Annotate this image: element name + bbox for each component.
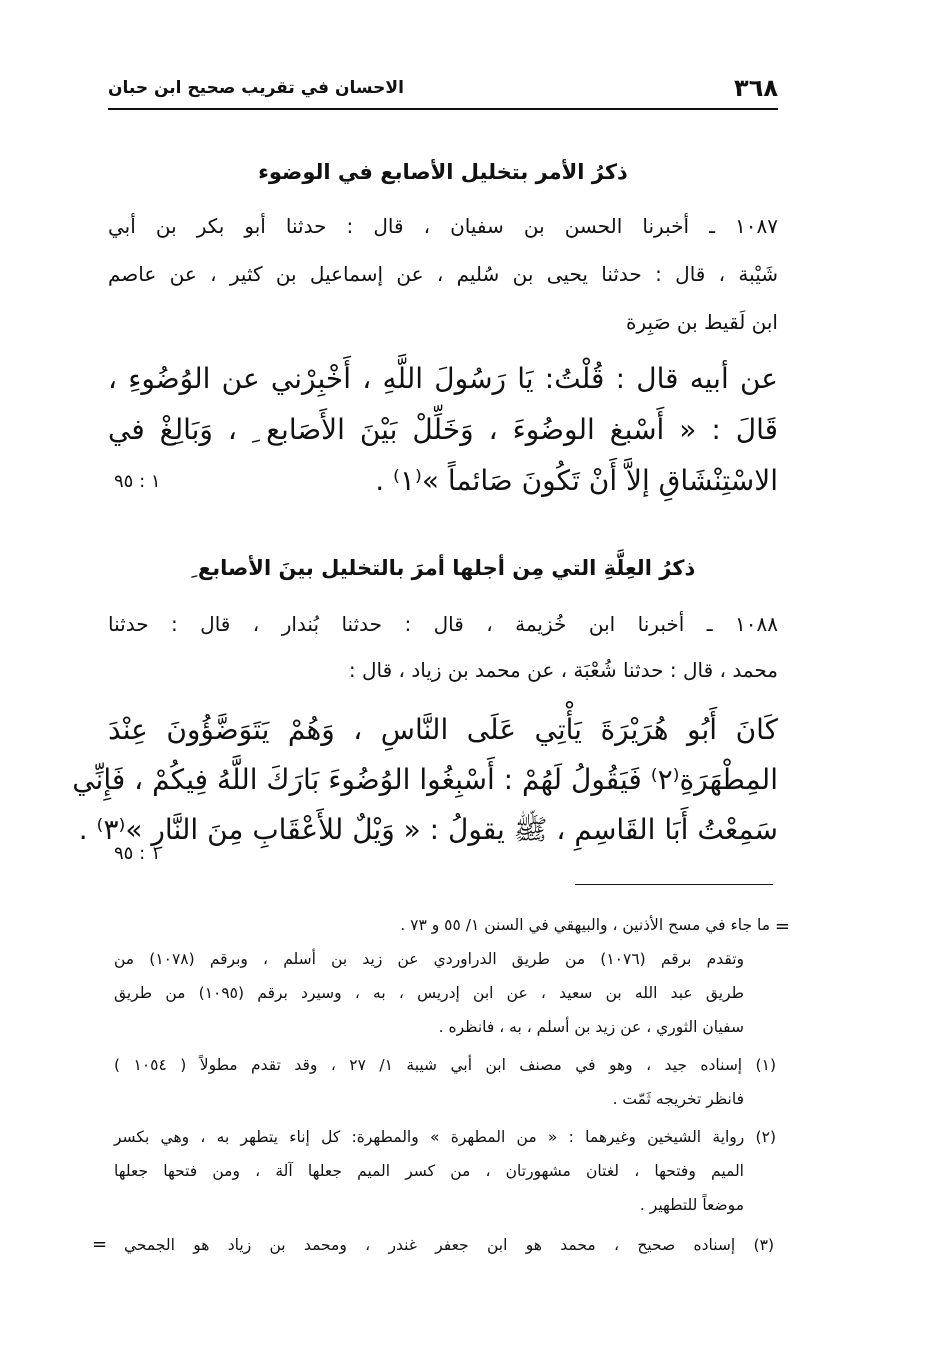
book-title: الاحسان في تقريب صحيح ابن حبان [108, 78, 404, 98]
footnote-line: طريق عبد الله بن سعيد ، عن ابن إدريس ، به ، وسيرد برقم (١٠٩٥) من طريق [114, 984, 744, 1002]
source-reference: ١ : ٩٥ [114, 471, 161, 492]
footnote-1-line: (١) إسناده جيد ، وهو في مصنف ابن أبي شيبة ١/ ٢٧ ، وقد تقدم مطولاً ( ١٠٥٤ ) [114, 1056, 776, 1074]
hadith-text-line: المِطْهَرَةِ⁽٢⁾ فَيَقُولُ لَهُمْ : أَسْبِغُوا الوُضُوءَ بَارَكَ اللَّهُ فِيكُمْ ، فَإِنِّي [72, 763, 778, 796]
narration-line: شَيْبة ، قال : حدثنا يحيى بن سُليم ، عن إسماعيل بن كثير ، عن عاصم [108, 262, 778, 286]
page-number: ٣٦٨ [734, 74, 778, 102]
header-divider [108, 108, 778, 110]
narration-line: ابن لَقيط بن صَبِرة [626, 310, 778, 334]
hadith-text-line: الاسْتِنْشَاقِ إلاَّ أَنْ تَكُونَ صَائماً »⁽١⁾ . [375, 464, 778, 497]
footnote-2-line: موضعاً للتطهير . [639, 1196, 744, 1214]
narration-line: محمد ، قال : حدثنا شُعْبَة ، عن محمد بن زياد ، قال : [348, 658, 778, 682]
footnote-1-line: فانظر تخريجه ثَمّت . [612, 1090, 744, 1108]
footnote-line: ما جاء في مسح الأذنين ، والبيهقي في السنن ١/ ٥٥ و ٧٣ . [400, 916, 770, 934]
footnote-2-line: (٢) رواية الشيخين وغيرهما : « من المطهرة » والمطهرة: كل إناء يتطهر به ، وهي بكسر [114, 1128, 776, 1146]
footnote-3-line: (٣) إسناده صحيح ، محمد هو ابن جعفر غندر ، ومحمد بن زياد هو الجمحي [124, 1236, 774, 1254]
hadith-text-line: عن أبيه قال : قُلْتُ: يَا رَسُولَ اللَّهِ ، أَخْبِرْني عن الوُضُوءِ ، [108, 362, 778, 395]
footnote-2-line: الميم وفتحها ، لغتان مشهورتان ، من كسر الميم جعلها آلة ، ومن فتحها جعلها [114, 1162, 744, 1180]
footnote-divider [575, 884, 773, 885]
section-heading-2: ذكرُ العِلَّةِ التي مِن أجلها أمرَ بالتخليل بينَ الأصابع ِ [190, 556, 696, 580]
continuation-mark: = [92, 1234, 108, 1255]
source-reference: ١ : ٩٥ [114, 843, 161, 864]
running-header [108, 74, 778, 102]
hadith-text-line: سَمِعْتُ أَبَا القَاسِمِ ، ﷺ يقولُ : « وَيْلٌ للأَعْقَابِ مِنَ النَّارِ »⁽٣⁾ . [78, 813, 778, 846]
hadith-text-line: كَانَ أَبُو هُرَيْرَةَ يَأْتِي عَلَى النَّاسِ ، وَهُمْ يَتَوَضَّؤُونَ عِنْدَ [108, 713, 778, 746]
narration-line: ١٠٨٧ ـ أخبرنا الحسن بن سفيان ، قال : حدثنا أبو بكر بن أبي [108, 214, 778, 238]
section-heading-1: ذكرُ الأمر بتخليل الأصابع في الوضوء [258, 160, 628, 184]
footnote-line: وتقدم برقم (١٠٧٦) من طريق الدراوردي عن زيد بن أسلم ، وبرقم (١٠٧٨) من [114, 950, 744, 968]
hadith-text-line: قَالَ : « أَسْبغ الوضُوءَ ، وَخَلِّلْ بَيْنَ الأَصَابع ِ ، وَبَالِغْ في [108, 413, 778, 446]
footnote-line: سفيان الثوري ، عن زيد بن أسلم ، به ، فانظره . [438, 1018, 744, 1036]
continuation-mark: = [774, 916, 790, 937]
narration-line: ١٠٨٨ ـ أخبرنا ابن خُزيمة ، قال : حدثنا بُندار ، قال : حدثنا [108, 612, 778, 636]
